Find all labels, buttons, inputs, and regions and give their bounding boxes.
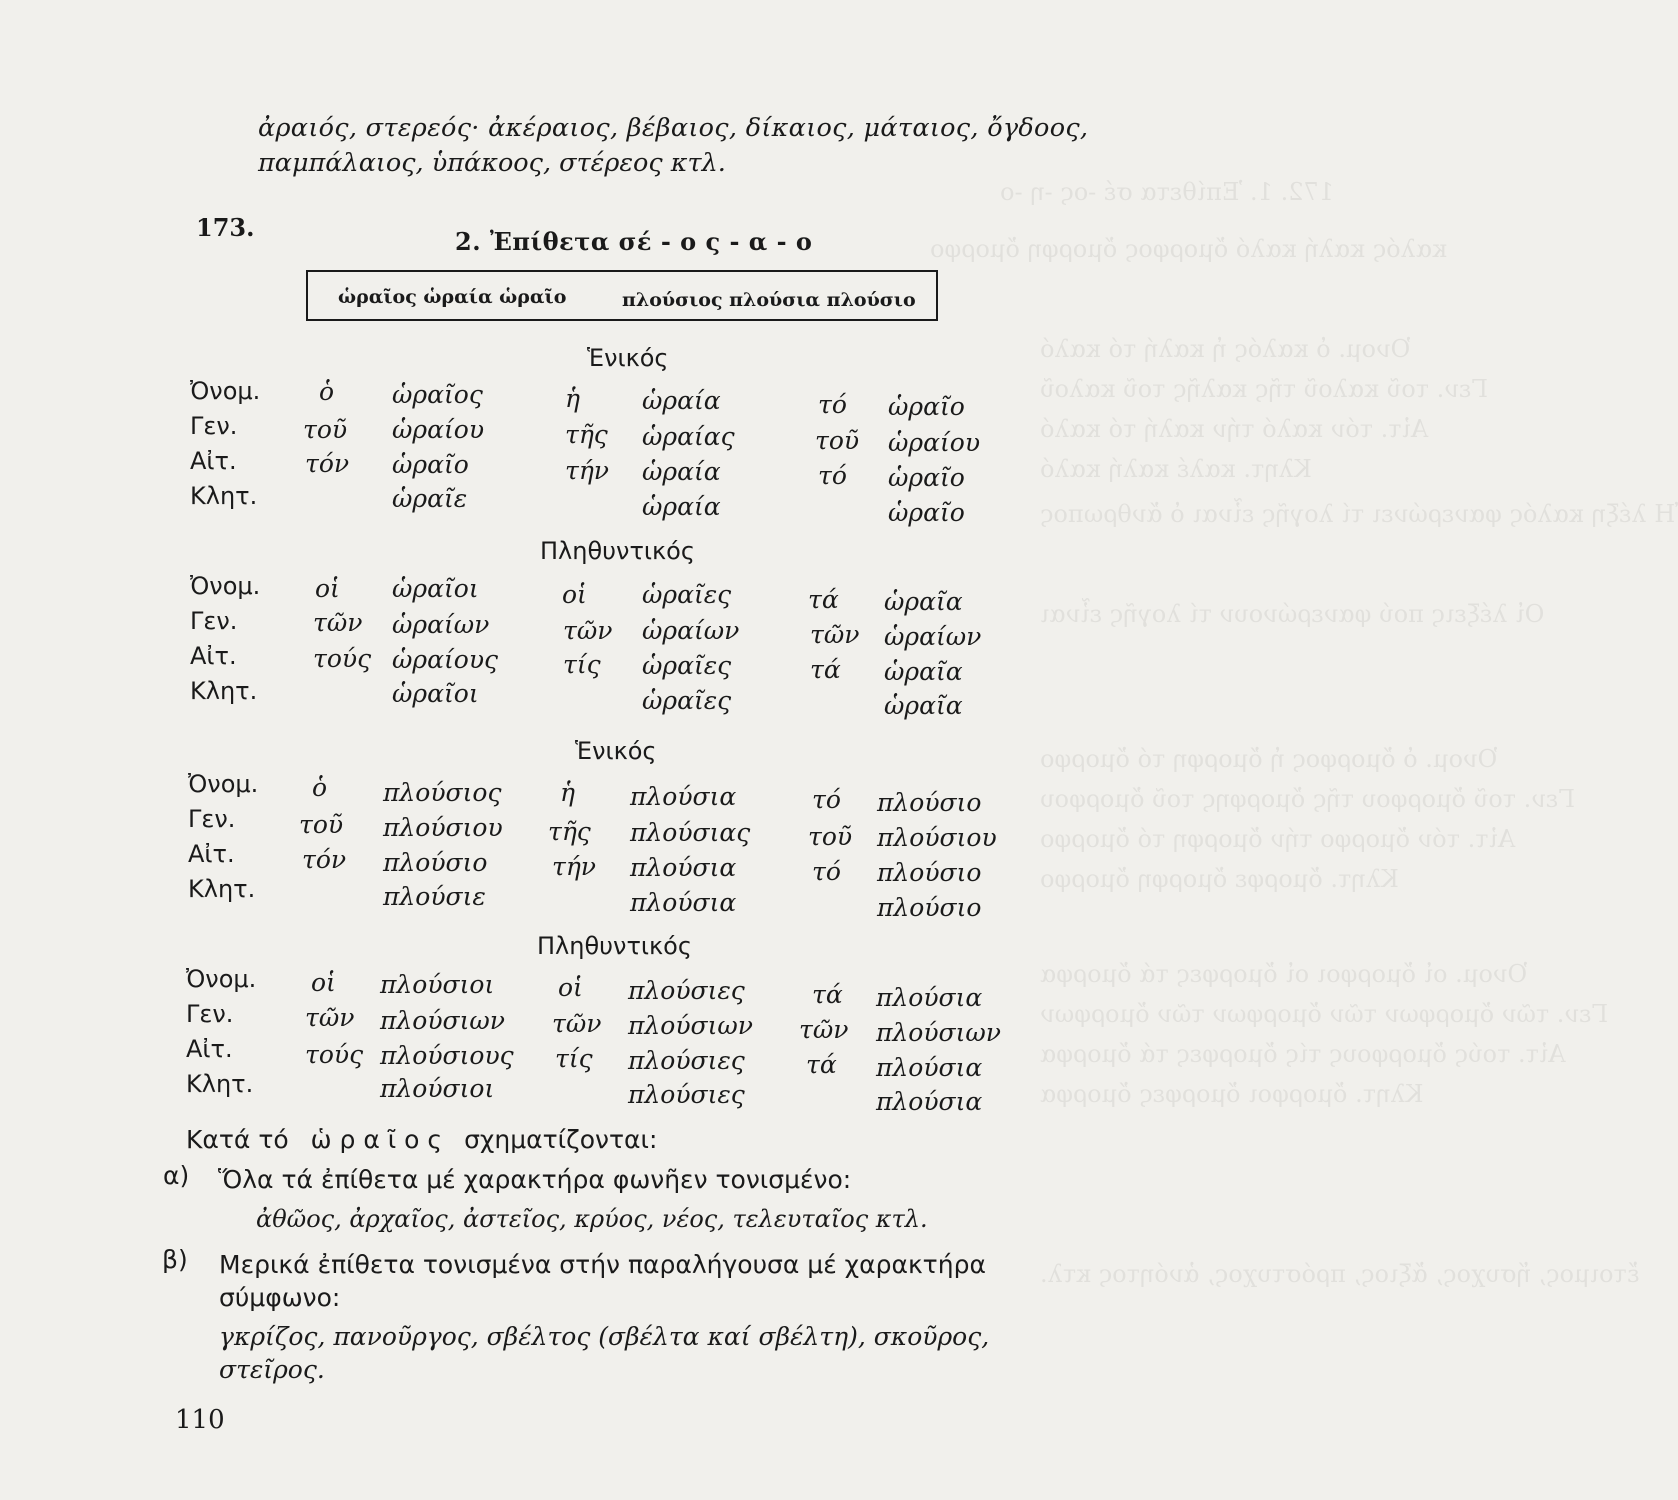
n-article: τῶν [810,620,860,649]
rule-b-label: β) [162,1245,188,1274]
f-article: τῆς [565,420,608,449]
case-label: Γεν. [190,412,238,440]
f-form: πλούσιων [628,1011,753,1040]
paradigm-box [306,270,938,321]
section-title: 2. Ἐπίθετα σέ - ο ς - α - ο [455,227,813,256]
n-article: τοῦ [808,822,853,851]
singular-label: Ἑνικός [587,344,669,372]
case-label: Αἰτ. [190,642,237,670]
f-form: ὡραία [642,386,721,415]
n-form: πλούσιου [877,823,997,852]
page-number: 110 [175,1405,225,1435]
f-form: ὡραίας [642,422,735,451]
m-form: ὡραίους [392,645,499,674]
m-form: ὡραῖοι [392,574,479,603]
m-form: ὡραῖο [392,450,469,479]
f-form: ὡραῖες [642,651,732,680]
case-label: Γεν. [186,1000,234,1028]
n-form: ὡραῖα [884,691,963,720]
f-article: ἡ [560,778,575,807]
rule-a-label: α) [163,1161,190,1190]
rule-lead-word: ὡ ρ α ῖ ο ς [310,1125,443,1154]
m-form: ὡραίων [392,610,490,639]
n-form: ὡραῖα [884,657,963,686]
m-article: οἱ [311,968,336,997]
f-article: οἱ [558,973,583,1002]
rule-b-examples-2: στεῖρος. [219,1355,325,1384]
f-form: ὡραία [642,492,721,521]
m-article: τῶν [313,608,363,637]
case-label: Αἰτ. [188,840,235,868]
m-article: τούς [313,644,372,673]
case-label: Ὀνομ. [190,572,261,600]
m-form: πλούσιοι [380,1074,495,1103]
n-form: ὡραῖο [888,392,965,421]
f-article: οἱ [562,580,587,609]
m-article: τόν [302,845,347,874]
n-form: πλούσιο [877,788,982,817]
case-label: Κλητ. [186,1070,254,1098]
rule-lead-end: σχηματίζονται: [464,1125,658,1154]
n-form: ὡραίου [888,428,981,457]
rule-a-examples: ἀθῶος, ἀρχαῖος, ἀστεῖος, κρύος, νέος, τελευταῖος κτλ. [256,1205,928,1233]
n-article: τά [806,1050,837,1079]
f-article: ἡ [565,384,580,413]
rule-a-text: Ὅλα τά ἐπίθετα μέ χαρακτήρα φωνῆεν τονισμένο: [218,1165,852,1194]
f-article: τήν [565,456,610,485]
rule-b-text: Μερικά ἐπίθετα τονισμένα στήν παραλήγουσα μέ χαρακτήρα [219,1250,986,1279]
n-form: πλούσιο [877,858,982,887]
plural-label: Πληθυντικός [540,537,695,565]
rule-lead [186,1125,657,1154]
case-label: Γεν. [188,805,236,833]
m-form: πλούσιους [380,1041,514,1070]
rule-b-text-2: σύμφωνο: [219,1283,341,1312]
n-form: ὡραῖο [888,498,965,527]
m-article: τόν [305,449,350,478]
f-form: πλούσιες [628,1080,745,1109]
case-label: Αἰτ. [190,447,237,475]
n-form: πλούσιο [877,893,982,922]
f-form: πλούσια [630,888,737,917]
m-form: ὡραῖε [392,484,468,513]
f-form: πλούσιας [630,818,751,847]
intro-line-1: ἀραιός, στερεός· ἀκέραιος, βέβαιος, δίκαιος, μάταιος, ὄγδοος, [258,113,1089,143]
f-form: πλούσιες [628,1046,745,1075]
m-article: τοῦ [303,415,348,444]
rule-b-examples-1: γκρίζος, πανοῦργος, σβέλτος (σβέλτα καί σβέλτη), σκοῦρος, [219,1322,990,1351]
f-form: πλούσια [630,853,737,882]
m-form: πλούσιοι [380,970,495,999]
intro-line-2: παμπάλαιος, ὑπάκοος, στέρεος κτλ. [258,148,726,178]
n-article: τό [818,461,847,490]
m-article: τῶν [305,1003,355,1032]
f-article: τήν [552,852,597,881]
case-label: Γεν. [190,607,238,635]
case-label: Ὀνομ. [188,770,259,798]
n-article: τά [812,980,843,1009]
n-article: τά [808,585,839,614]
m-article: ὁ [312,773,328,802]
f-form: ὡραία [642,457,721,486]
f-form: ὡραῖες [642,580,732,609]
m-form: πλούσιο [383,848,488,877]
case-label: Κλητ. [190,677,258,705]
f-article: τίς [555,1044,593,1073]
m-form: πλούσιου [383,813,503,842]
paradigm-box-right: πλούσιος πλούσια πλούσιο [622,289,916,311]
rule-lead-text: Κατά τό [186,1125,289,1154]
n-article: τό [812,785,841,814]
f-form: πλούσιες [628,976,745,1005]
f-form: ὡραῖες [642,686,732,715]
case-label: Ὀνομ. [186,965,257,993]
plural-label: Πληθυντικός [537,932,692,960]
m-form: ὡραίου [392,415,485,444]
n-form: πλούσια [876,983,983,1012]
n-form: πλούσιων [876,1018,1001,1047]
n-article: τοῦ [815,426,860,455]
m-form: ὡραῖοι [392,679,479,708]
singular-label: Ἑνικός [575,737,657,765]
n-article: τό [818,390,847,419]
m-article: τούς [305,1040,364,1069]
m-article: οἱ [315,574,340,603]
case-label: Κλητ. [190,482,258,510]
n-form: ὡραῖο [888,463,965,492]
section-number: 173. [196,213,255,242]
paradigm-box-left: ὡραῖος ὡραία ὡραῖο [338,286,567,308]
f-form: πλούσια [630,782,737,811]
m-form: ὡραῖος [392,380,483,409]
n-article: τό [812,857,841,886]
f-article: τίς [563,650,601,679]
n-article: τῶν [799,1015,849,1044]
n-form: πλούσια [876,1087,983,1116]
m-form: πλούσιε [383,882,486,911]
m-article: τοῦ [299,810,344,839]
n-article: τά [810,655,841,684]
case-label: Αἰτ. [186,1035,233,1063]
m-form: πλούσιων [380,1006,505,1035]
f-article: τῶν [563,616,613,645]
m-article: ὁ [319,377,335,406]
n-form: ὡραῖα [884,587,963,616]
m-form: πλούσιος [383,778,502,807]
f-article: τῶν [552,1009,602,1038]
n-form: πλούσια [876,1053,983,1082]
f-form: ὡραίων [642,616,740,645]
case-label: Κλητ. [188,875,256,903]
case-label: Ὀνομ. [190,377,261,405]
f-article: τῆς [548,817,591,846]
n-form: ὡραίων [884,622,982,651]
